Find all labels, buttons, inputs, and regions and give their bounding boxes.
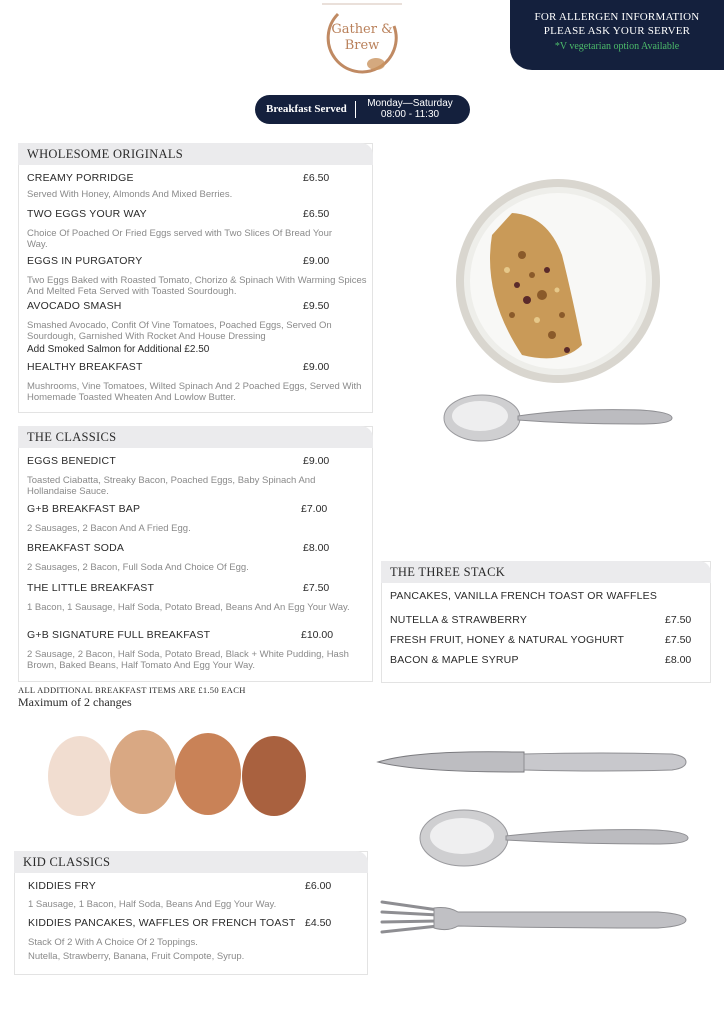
- section-title: THE CLASSICS: [18, 426, 373, 448]
- badge-divider: [355, 101, 356, 118]
- eggs-image: [40, 724, 312, 824]
- menu-item-price: £9.00: [303, 255, 330, 267]
- breakfast-served-label: Breakfast Served: [266, 103, 347, 115]
- knife-image: [376, 744, 690, 780]
- menu-item-name: FRESH FRUIT, HONEY & NATURAL YOGHURT: [390, 634, 625, 646]
- menu-item-description: 2 Sausages, 2 Bacon And A Fried Egg.: [27, 523, 191, 534]
- menu-item-name: HEALTHY BREAKFAST: [27, 361, 143, 373]
- menu-item-price: £7.00: [301, 503, 328, 515]
- breakfast-hours-badge: [255, 95, 470, 124]
- section-title: WHOLESOME ORIGINALS: [18, 143, 373, 165]
- served-days: Monday—Saturday: [367, 98, 453, 109]
- menu-item-name: THE LITTLE BREAKFAST: [27, 582, 155, 594]
- menu-item-price: £4.50: [305, 917, 332, 929]
- menu-item-price: £9.50: [303, 300, 330, 312]
- menu-item-price: £8.00: [303, 542, 330, 554]
- menu-item-name: KIDDIES PANCAKES, WAFFLES OR FRENCH TOAST: [28, 917, 296, 929]
- menu-item-description: Two Eggs Baked with Roasted Tomato, Chorizo & Spinach With Warming Spices And Melted Feta Served with Toasted Sourdough.: [27, 275, 367, 297]
- menu-item-price: £7.50: [665, 634, 692, 646]
- brand-logo: [318, 2, 406, 86]
- fork-image: [378, 896, 690, 942]
- spoon-image: [416, 806, 690, 870]
- allergen-line-1: FOR ALLERGEN INFORMATION: [534, 11, 700, 23]
- stack-subtitle: PANCAKES, VANILLA FRENCH TOAST OR WAFFLES: [390, 590, 658, 602]
- menu-item-name: CREAMY PORRIDGE: [27, 172, 134, 184]
- allergen-line-2: PLEASE ASK YOUR SERVER: [543, 25, 691, 37]
- menu-item-name: KIDDIES FRY: [28, 880, 96, 892]
- menu-item-price: £8.00: [665, 654, 692, 666]
- menu-item-name: AVOCADO SMASH: [27, 300, 122, 312]
- menu-item-name: EGGS BENEDICT: [27, 455, 116, 467]
- menu-item-name: G+B BREAKFAST BAP: [27, 503, 141, 515]
- menu-item-description: Mushrooms, Vine Tomatoes, Wilted Spinach And 2 Poached Eggs, Served With Homemade Toasted Wheaten And Lowlow Butter.: [27, 381, 362, 403]
- menu-item-name: EGGS IN PURGATORY: [27, 255, 143, 267]
- vegetarian-note: *V vegetarian option Available: [554, 41, 680, 52]
- menu-item-description: 1 Sausage, 1 Bacon, Half Soda, Beans And Egg Your Way.: [28, 899, 277, 910]
- menu-item-name: BREAKFAST SODA: [27, 542, 125, 554]
- menu-item-description: Smashed Avocado, Confit Of Vine Tomatoes, Poached Eggs, Served On Sourdough, Garnished With Rocket And House Dressing: [27, 320, 332, 342]
- menu-item-price: £6.50: [303, 208, 330, 220]
- menu-item-price: £7.50: [665, 614, 692, 626]
- menu-item-description: Served With Honey, Almonds And Mixed Berries.: [27, 189, 233, 200]
- menu-item-price: £9.00: [303, 361, 330, 373]
- menu-item-description: 2 Sausages, 2 Bacon, Full Soda And Choice Of Egg.: [27, 562, 249, 573]
- section-title: THE THREE STACK: [381, 561, 711, 583]
- menu-item-description: Toasted Ciabatta, Streaky Bacon, Poached Eggs, Baby Spinach And Hollandaise Sauce.: [27, 475, 316, 497]
- menu-item-description: 1 Bacon, 1 Sausage, Half Soda, Potato Bread, Beans And An Egg Your Way.: [27, 602, 350, 613]
- menu-item-price: £9.00: [303, 455, 330, 467]
- served-times: [360, 98, 460, 120]
- logo-text: Gather & Brew: [331, 22, 393, 53]
- menu-item-price: £6.50: [303, 172, 330, 184]
- max-changes-note: Maximum of 2 changes: [18, 695, 132, 709]
- yoghurt-granola-bowl-image: [452, 175, 664, 387]
- served-hours: 08:00 - 11:30: [380, 109, 440, 120]
- section-kid-classics: [14, 851, 368, 975]
- menu-item-description: Choice Of Poached Or Fried Eggs served with Two Slices Of Bread Your Way.: [27, 228, 333, 250]
- menu-item-name: G+B SIGNATURE FULL BREAKFAST: [27, 629, 211, 641]
- section-the-classics: [18, 426, 373, 682]
- menu-item-price: £6.00: [305, 880, 332, 892]
- menu-item-description: Nutella, Strawberry, Banana, Fruit Compote, Syrup.: [28, 951, 245, 962]
- menu-item-description: Stack Of 2 With A Choice Of 2 Toppings.: [28, 937, 198, 948]
- section-title: KID CLASSICS: [14, 851, 368, 873]
- menu-item-addon: Add Smoked Salmon for Additional £2.50: [27, 344, 210, 355]
- menu-item-price: £7.50: [303, 582, 330, 594]
- menu-item-name: BACON & MAPLE SYRUP: [390, 654, 519, 666]
- additional-items-note: ALL ADDITIONAL BREAKFAST ITEMS ARE £1.50 EACH: [18, 685, 246, 695]
- menu-item-price: £10.00: [301, 629, 334, 641]
- allergen-notice: [510, 0, 724, 70]
- menu-item-name: NUTELLA & STRAWBERRY: [390, 614, 528, 626]
- section-wholesome-originals: [18, 143, 373, 413]
- spoon-image: [440, 392, 676, 444]
- menu-item-description: 2 Sausage, 2 Bacon, Half Soda, Potato Bread, Black + White Pudding, Hash Brown, Baked Beans, Half Tomato And Egg Your Way.: [27, 649, 349, 671]
- section-three-stack: [381, 561, 711, 683]
- menu-item-name: TWO EGGS YOUR WAY: [27, 208, 147, 220]
